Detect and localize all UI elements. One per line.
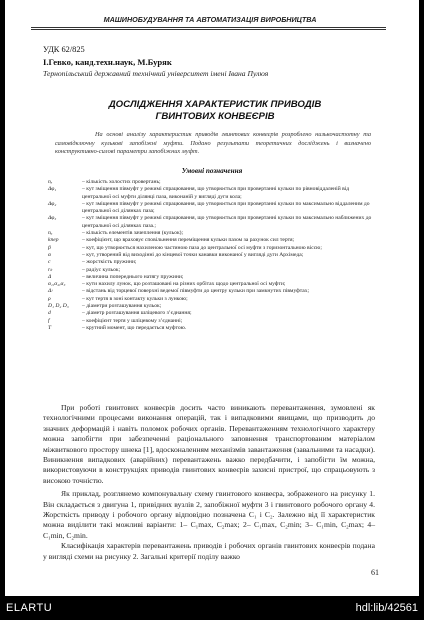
symbol: Δₗ [48, 288, 53, 295]
nomenclature-row [48, 318, 378, 325]
symbol: Δφ₂ [48, 200, 57, 207]
nomenclature-title: Умовні позначення [181, 167, 243, 175]
definition: – відстань від торцевої поверхні ведемої півмуфти до центру кульки при замкнутих півмуфтах; [82, 288, 310, 295]
symbol: rₖ [48, 266, 53, 273]
nomenclature-row [48, 310, 378, 317]
article-title-line1: ДОСЛІДЖЕННЯ ХАРАКТЕРИСТИК ПРИВОДІВ [108, 99, 322, 110]
header-rule-secondary [31, 29, 386, 30]
definition: – кут зміщення півмуфт у режимі спрацювання, що утворюється при провертанні кульки по максимально наближених до центральної осі ділянках паза.; [82, 215, 372, 229]
definition: – коефіцієнт тертя у шліцевому з’єднанні; [82, 317, 183, 324]
definition: – кількість елементів зачеплення (кульок); [82, 230, 184, 237]
nomenclature-row [48, 296, 378, 303]
nomenclature-row [48, 288, 378, 295]
paragraph: Як приклад, розглянемо компонувальну схему гвинтового конвеєра, зображеного на рисунку 1. Він складається з двигуна 1, привідних вузлів 2, запобіжної муфти 3 і гвинтового робочого органу 4. Жорсткість приводу і робочого органу відповідно позначена C₁ і C₂. Залежно від її характеристик можна виділити такі можливі варіанти: 1– C₁max, C₂max; 2– C₁max, C₂min; 3– C₁min, C₂max; 4– C₁min, C₂min. [43, 489, 375, 540]
symbol: nₓ [48, 179, 53, 185]
symbol: kпер [48, 237, 59, 244]
nomenclature-row [48, 215, 378, 230]
definition: – кути нахилу лунок, що розташовані на різних орбітах щодо центральної осі муфти; [82, 281, 286, 288]
nomenclature-row [48, 267, 378, 274]
header-rule [31, 27, 386, 28]
symbol: c [48, 259, 51, 266]
paragraph: При роботі гвинтових конвеєрів досить часто виникають перевантаження, зумовлені як технологічними процесами виконання операцій, так і випадковими явищами, що призводить до значних деформацій і навіть поломок робочих органів. Перевантаженням технологічного характеру можна запобігти при забезпеченні раціонального заповнення транспортованим матеріалом міжвиткового простору шнека [1], вдосконаленням механізмів завантаження (завальними та насадки). Виникнення випадкових (аварійних) перевантажень важко передбачити, і запобігти їм можна, використовуючи в конструкціях приводів гвинтових конвеєрів захисні пристрої, що спрацьовують з високою точністю. [43, 403, 375, 485]
nomenclature-row [48, 303, 378, 310]
symbol: β [48, 244, 51, 251]
symbol: Δ [48, 273, 52, 280]
repository-label: ELARTU [6, 602, 53, 614]
definition: – кут, утворений від виходінні до кінцевої точки канавки виконаної у вигляді дуги Архімеда; [82, 251, 304, 258]
definition: – кут зміщення півмуфт у режимі спрацювання, що утворюється при провертанні кульки по рівновіддаленій від центральної осі муфти ділянці паза, виконаній у вигляді дуги кола; [82, 186, 350, 200]
body-text [43, 403, 375, 562]
nomenclature-row [48, 325, 378, 332]
definition: – кут тертя в зоні контакту кульки з лункою; [82, 295, 188, 302]
handle-identifier: hdl:lib/42561 [355, 602, 418, 614]
definition: – жорсткість пружини; [82, 259, 137, 266]
nomenclature-row [48, 201, 378, 216]
definition: – величина попереднього натягу пружини; [82, 273, 184, 280]
definition: – кількість холостих провертань; [82, 179, 161, 185]
symbol: d [48, 310, 51, 317]
nomenclature-row [48, 245, 378, 252]
nomenclature-row [48, 237, 378, 244]
udk-code: УДК 62/825 [43, 45, 85, 54]
symbol: Δφ₃ [48, 215, 57, 222]
symbol: α₁,α₂,α₃ [48, 281, 66, 288]
symbol: α [48, 251, 51, 258]
symbol: Δφ₁ [48, 186, 57, 193]
article-title-line2: ГВИНТОВИХ КОНВЕЄРІВ [155, 111, 275, 122]
symbol: T [48, 324, 52, 331]
definition: – кут зміщення півмуфт у режимі спрацювання, що утворюється при провертанні кульки по максимально віддаленим до центральної осі ділянках паза; [82, 200, 370, 215]
definition: – крутний момент, що передається муфтою. [82, 324, 187, 331]
symbol: D₁ D₂ D₃ [48, 303, 69, 310]
definition: – коефіцієнт, що враховує сповільнення переміщення кульки пазом за рахунок сил тертя; [82, 237, 295, 244]
symbol: ρ [48, 295, 51, 302]
authors: І.Гевко, канд.техн.наук, М.Буряк [43, 57, 172, 67]
nomenclature-list [48, 179, 378, 332]
abstract: На основі аналізу характеристик приводів гвинтових конвеєрів розроблено низькочастотну та самовідключну кулькові запобіжні муфти. Подано результати теоретичних досліджень і визначено конструктивно-силові параметри запобіжних муфт. [55, 131, 371, 156]
definition: – радіус кульок; [82, 266, 121, 273]
definition: – діаметр розташування шліцевого з’єднання; [82, 310, 192, 317]
institution: Тернопільський державний технічний університет імені Івана Пулюя [43, 69, 269, 78]
nomenclature-row [48, 259, 378, 266]
paragraph: Класифікація характерів перевантажень приводів і робочих органів гвинтових конвеєрів подана у вигляді схеми на рисунку 2. Загальні критерії поділу важко [43, 541, 375, 561]
symbol: nₐ [48, 230, 53, 237]
definition: – кут, що утворюється нахиленою частиною паза до центральної осі муфти з горизонтальною віссю; [82, 244, 322, 251]
journal-header: МАШИНОБУДУВАННЯ ТА АВТОМАТИЗАЦІЯ ВИРОБНИЦТВА [103, 15, 317, 24]
definition: – діаметри розташування кульок; [82, 303, 162, 310]
nomenclature-row [48, 252, 378, 259]
symbol: f [48, 317, 50, 324]
nomenclature-row [48, 186, 378, 201]
page-number: 61 [371, 568, 379, 577]
